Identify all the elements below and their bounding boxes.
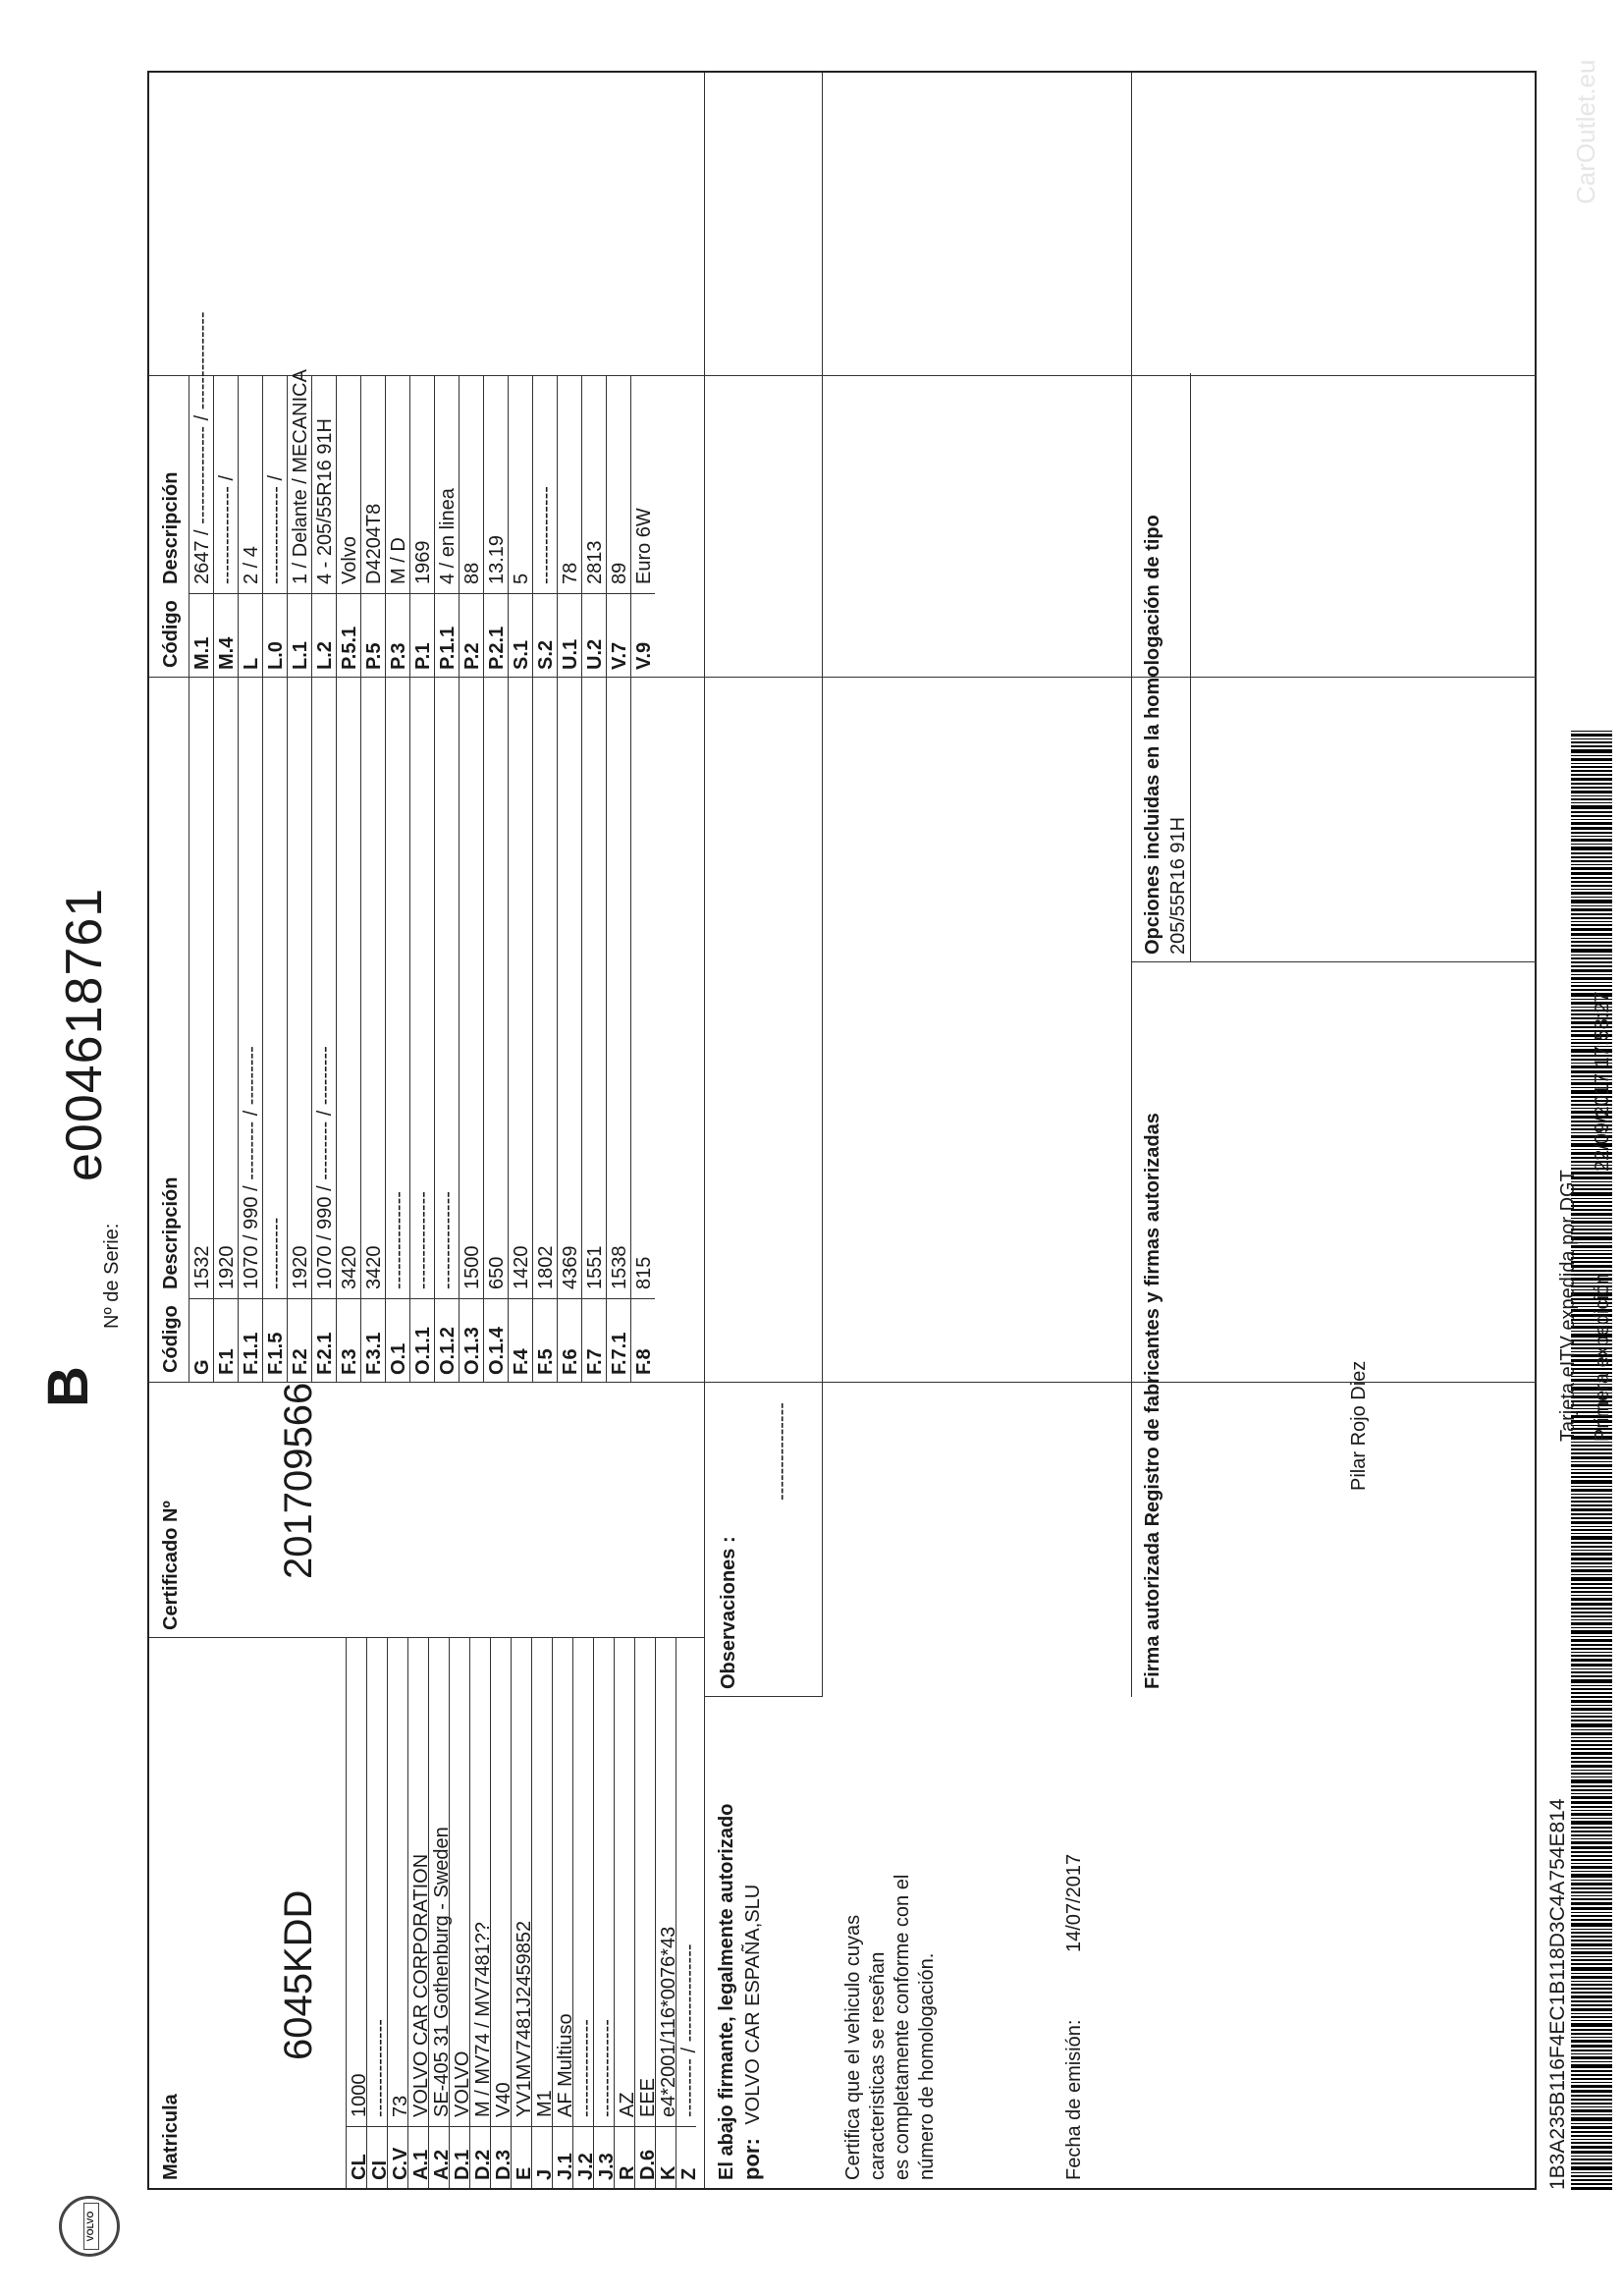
left-row-value-15: e4*2001/116*0076*43	[658, 1926, 679, 2117]
left-row-code-0: CL	[349, 2154, 370, 2180]
codigo-header-mid: Código	[160, 1305, 182, 1373]
main-form-frame	[147, 71, 1537, 2190]
right-row-value-3: --------------- /	[265, 474, 287, 584]
left-row-value-2: 73	[390, 2095, 411, 2117]
firma-name: Pilar Rojo Diez	[1348, 1360, 1370, 1491]
descripcion-header-right: Descripción	[160, 471, 182, 584]
por-label: por:	[739, 2138, 764, 2180]
watermark-text: CarOutlet.eu	[1571, 59, 1600, 204]
mid-row-code-8: O.1	[388, 1342, 409, 1375]
fecha-label: Fecha de emisión:	[1063, 2019, 1085, 2180]
left-row-code-5: D.1	[452, 2149, 473, 2180]
right-row-value-7: D4204T8	[363, 503, 385, 584]
right-row-code-18: V.9	[633, 641, 655, 670]
mid-row-value-9: ---------------	[412, 1191, 434, 1289]
left-row-code-12: J.3	[596, 2153, 618, 2180]
right-row-code-7: P.5	[363, 642, 385, 670]
mid-row-value-1: 1920	[216, 1245, 238, 1289]
mid-row-value-0: 1532	[191, 1245, 213, 1289]
mid-row-code-2: F.1.1	[241, 1332, 262, 1375]
right-row-code-0: M.1	[191, 636, 213, 670]
serial-label: Nº de Serie:	[101, 1223, 123, 1329]
left-row-value-4: SE-405 31 Gothenburg - Sweden	[431, 1827, 453, 2117]
right-row-code-2: L	[241, 657, 262, 670]
mid-row-code-18: F.8	[633, 1348, 655, 1375]
primera-expedicion-label: Primera expedición:	[1592, 1268, 1613, 1442]
left-row-value-9: M1	[534, 2090, 556, 2117]
mid-row-code-10: O.1.2	[437, 1327, 459, 1375]
signer-company: VOLVO CAR ESPAÑA,SLU	[742, 1884, 764, 2125]
mid-row-value-11: 1500	[461, 1245, 483, 1289]
right-row-code-1: M.4	[216, 636, 238, 670]
mid-row-value-8: ---------------	[388, 1191, 409, 1289]
certificado-value: 201709566	[277, 1382, 320, 1579]
left-row-code-3: A.1	[410, 2149, 432, 2180]
mid-row-code-1: F.1	[216, 1348, 238, 1375]
opciones-value: 205/55R16 91H	[1167, 816, 1189, 955]
mid-row-value-17: 1538	[609, 1245, 630, 1289]
mid-row-value-14: 1802	[535, 1245, 557, 1289]
volvo-logo-icon	[59, 2196, 120, 2257]
cert-text-4: número de homologación.	[916, 1952, 938, 2180]
mid-row-value-5: 1070 / 990 / --------- / ---------	[314, 1046, 336, 1289]
right-row-value-5: 4 - 205/55R16 91H	[314, 417, 336, 584]
form-letter: B	[36, 1366, 100, 1407]
right-row-value-17: 89	[609, 562, 630, 584]
right-row-code-4: L.1	[290, 641, 311, 670]
cert-text-1: Certifica que el vehiculo cuyas	[842, 1914, 864, 2180]
left-row-code-14: D.6	[637, 2149, 659, 2180]
left-row-code-4: A.2	[431, 2149, 453, 2180]
signer-title: El abajo firmante, legalmente autorizado	[716, 1803, 737, 2180]
mid-row-code-6: F.3	[339, 1348, 360, 1375]
left-row-value-16: --------- / ---------------	[678, 1943, 700, 2117]
left-row-code-16: Z	[678, 2167, 700, 2180]
right-row-value-4: 1 / Delante / MECANICA	[290, 369, 311, 584]
right-data-table	[189, 311, 679, 678]
left-row-value-3: VOLVO CAR CORPORATION	[410, 1853, 432, 2117]
left-row-code-9: J	[534, 2168, 556, 2180]
left-row-value-11: ---------------	[575, 2019, 597, 2117]
mid-row-value-3: -----------	[265, 1217, 287, 1289]
barcode-icon	[1571, 729, 1612, 2190]
left-row-value-10: AF Multiuso	[555, 2013, 576, 2117]
opciones-label: Opciones incluidas en la homologación de tipo	[1142, 515, 1163, 955]
right-row-value-0: 2647 / --------------- / ---------------	[191, 311, 213, 584]
right-row-value-12: 13.19	[486, 534, 508, 584]
right-row-code-5: L.2	[314, 641, 336, 670]
left-row-value-7: V40	[493, 2082, 514, 2117]
mid-row-value-15: 4369	[560, 1245, 581, 1289]
mid-row-value-4: 1920	[290, 1245, 311, 1289]
right-row-code-16: U.2	[584, 638, 606, 670]
mid-row-code-12: O.1.4	[486, 1327, 508, 1375]
left-row-code-13: R	[617, 2165, 638, 2180]
mid-row-value-18: 815	[633, 1256, 655, 1289]
left-row-code-11: J.2	[575, 2153, 597, 2180]
right-row-code-9: P.1	[412, 642, 434, 670]
mid-row-value-16: 1551	[584, 1245, 606, 1289]
right-row-code-15: U.1	[560, 638, 581, 670]
fecha-value: 14/07/2017	[1063, 1853, 1085, 1952]
right-row-value-1: --------------- /	[216, 474, 238, 584]
left-row-value-8: YV1MV7481J2459852	[514, 1920, 535, 2117]
right-row-code-14: S.2	[535, 639, 557, 670]
right-row-code-8: P.3	[388, 642, 409, 670]
right-row-value-15: 78	[560, 562, 581, 584]
right-row-value-6: Volvo	[339, 536, 360, 584]
left-data-table	[346, 1638, 699, 2188]
mid-row-value-6: 3420	[339, 1245, 360, 1289]
right-row-value-9: 1969	[412, 540, 434, 584]
left-row-code-2: C.V	[390, 2147, 411, 2180]
left-row-value-6: M / MV74 / MV7481??	[472, 1922, 494, 2117]
right-row-code-17: V.7	[609, 641, 630, 670]
right-row-code-12: P.2.1	[486, 626, 508, 670]
observaciones-label: Observaciones :	[718, 1536, 739, 1689]
right-row-value-14: ---------------	[535, 486, 557, 584]
left-row-value-14: EEE	[637, 2077, 659, 2117]
descripcion-header-mid: Descripción	[160, 1176, 182, 1289]
mid-row-value-2: 1070 / 990 / --------- / ---------	[241, 1046, 262, 1289]
certificado-header: Certificado Nº	[160, 1501, 182, 1630]
left-row-value-13: AZ	[617, 2092, 638, 2117]
mid-row-code-7: F.3.1	[363, 1332, 385, 1375]
left-row-value-1: ---------------	[369, 2019, 391, 2117]
mid-row-code-0: G	[191, 1359, 213, 1375]
tarjeta-text: Tarjeta eITV expedida por DGT	[1557, 1170, 1579, 1442]
right-row-code-13: S.1	[511, 639, 532, 670]
right-row-value-10: 4 / en linea	[437, 488, 459, 584]
right-row-value-16: 2813	[584, 540, 606, 584]
mid-row-value-7: 3420	[363, 1245, 385, 1289]
right-row-value-13: 5	[511, 573, 532, 584]
mid-row-code-17: F.7.1	[609, 1332, 630, 1375]
cert-text-3: es completamente conforme con el	[892, 1874, 913, 2180]
left-row-value-5: VOLVO	[452, 2050, 473, 2117]
right-row-code-11: P.2	[461, 642, 483, 670]
mid-row-value-13: 1420	[511, 1245, 532, 1289]
matricula-value: 6045KDD	[277, 1889, 320, 2060]
mid-row-code-13: F.4	[511, 1348, 532, 1375]
codigo-header-right: Código	[160, 600, 182, 668]
right-row-code-6: P.5.1	[339, 626, 360, 670]
left-row-code-15: K	[658, 2165, 679, 2180]
mid-row-code-3: F.1.5	[265, 1332, 287, 1375]
firma-label: Firma autorizada Registro de fabricantes y firmas autorizadas	[1142, 1113, 1163, 1689]
right-row-value-18: Euro 6W	[633, 508, 655, 584]
mid-row-value-10: ---------------	[437, 1191, 459, 1289]
mid-row-code-14: F.5	[535, 1348, 557, 1375]
mid-row-code-9: O.1.1	[412, 1327, 434, 1375]
left-row-code-1: CI	[369, 2160, 391, 2180]
primera-expedicion-value: 22/09/2017 17:58:27	[1592, 991, 1613, 1172]
right-row-value-8: M / D	[388, 537, 409, 584]
document-hash: 1B3A235B116F4EC1B118D3C4A754E814	[1546, 1798, 1569, 2190]
observaciones-value: ---------------	[771, 1402, 792, 1501]
mid-row-code-5: F.2.1	[314, 1332, 336, 1375]
left-row-value-0: 1000	[349, 2073, 370, 2117]
middle-data-table	[189, 678, 679, 1383]
left-row-code-10: J.1	[555, 2153, 576, 2180]
right-row-value-11: 88	[461, 562, 483, 584]
serial-number: e004618761	[56, 887, 113, 1181]
right-row-code-3: L.0	[265, 641, 287, 670]
mid-row-value-12: 650	[486, 1256, 508, 1289]
mid-row-code-11: O.1.3	[461, 1327, 483, 1375]
right-row-code-10: P.1.1	[437, 626, 459, 670]
mid-row-code-16: F.7	[584, 1348, 606, 1375]
left-row-value-12: ---------------	[596, 2019, 618, 2117]
cert-text-2: caracteristicas se reseñan	[867, 1951, 889, 2180]
logo-text: VOLVO	[83, 2203, 99, 2250]
left-row-code-6: D.2	[472, 2149, 494, 2180]
left-row-code-7: D.3	[493, 2149, 514, 2180]
matricula-header: Matricula	[160, 2094, 182, 2180]
mid-row-code-15: F.6	[560, 1348, 581, 1375]
left-row-code-8: E	[514, 2166, 535, 2180]
mid-row-code-4: F.2	[290, 1348, 311, 1375]
right-row-value-2: 2 / 4	[241, 546, 262, 584]
